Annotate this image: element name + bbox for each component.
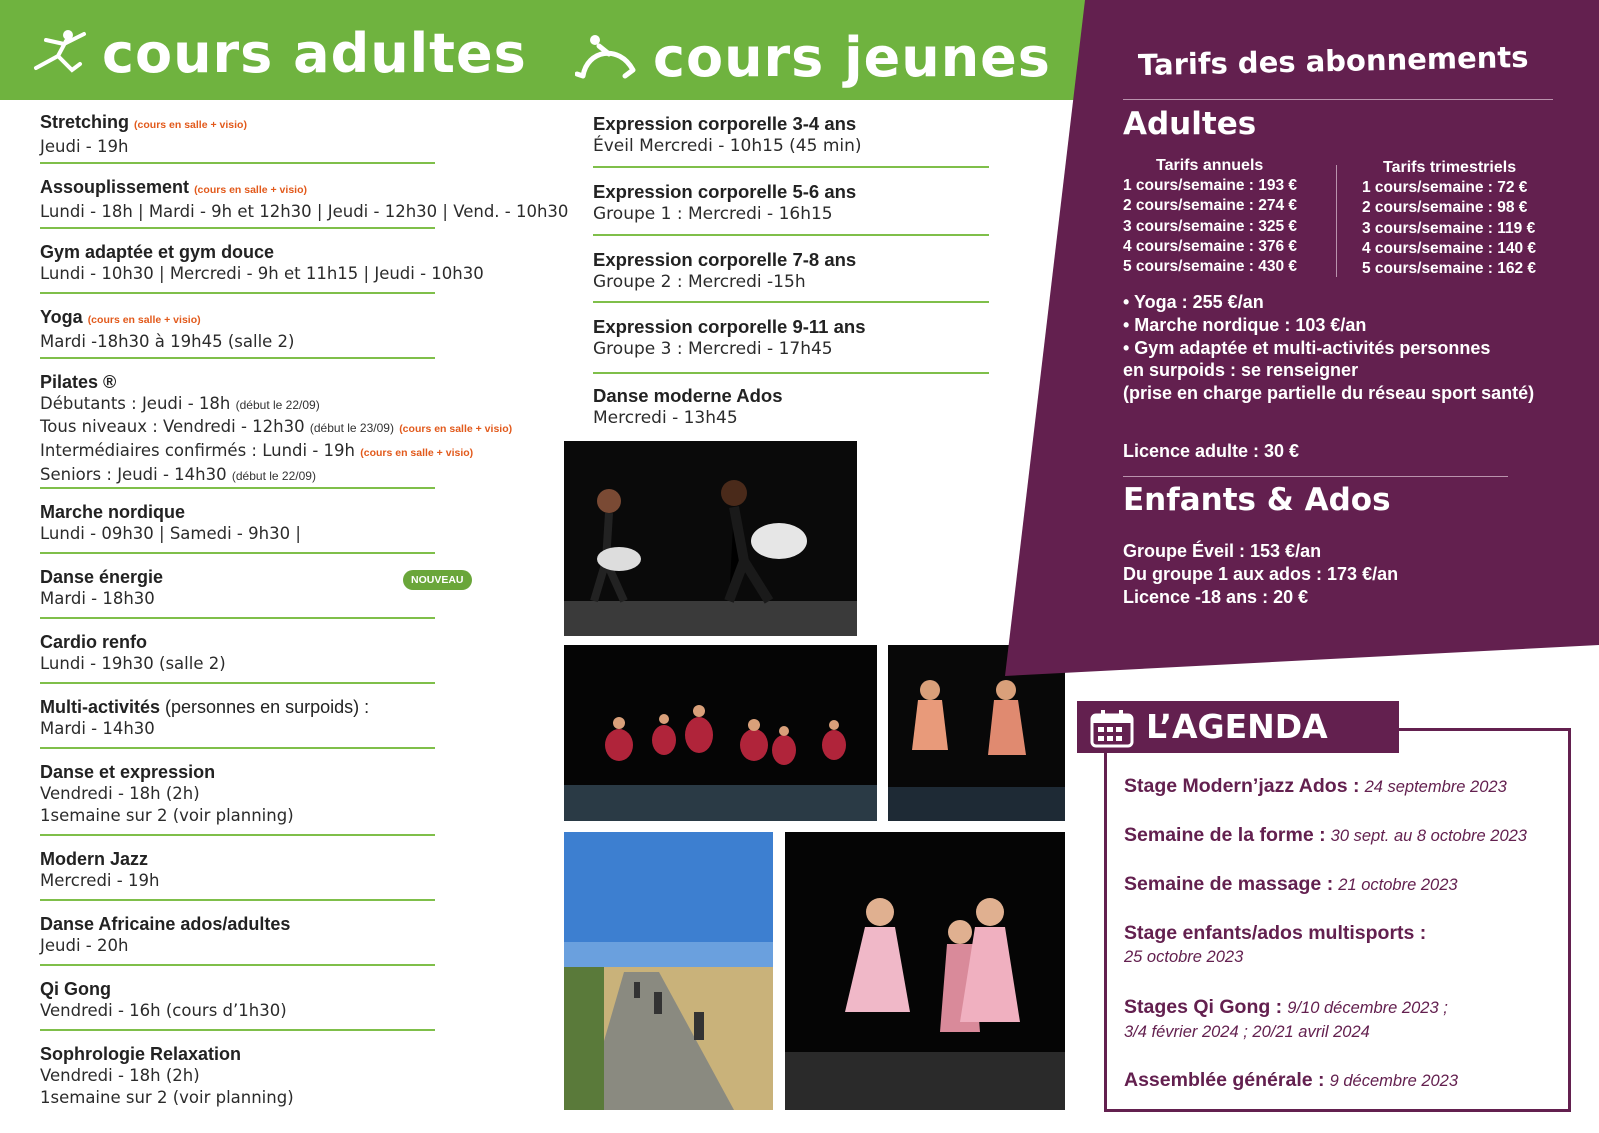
agenda-date: 25 octobre 2023 — [1124, 948, 1244, 966]
course-note: (cours en salle + visio) — [399, 423, 513, 435]
tarifs-trimestriels-label: Tarifs trimestriels — [1383, 159, 1517, 176]
divider — [40, 682, 435, 684]
agenda-date: 9/10 décembre 2023 ; — [1287, 999, 1448, 1017]
course-schedule: Lundi - 10h30 | Mercredi - 9h et 11h15 | Jeudi - 10h30 — [40, 264, 484, 283]
course-schedule: 1semaine sur 2 (voir planning) — [40, 1088, 294, 1107]
agenda-label: Semaine de la forme : — [1124, 824, 1326, 846]
course-title: Cardio renfo — [40, 632, 148, 652]
agenda-label: Stage Modern’jazz Ados : — [1124, 775, 1360, 797]
divider — [40, 227, 435, 229]
enfant-row: Du groupe 1 aux ados : 173 €/an — [1123, 563, 1399, 584]
course-schedule — [40, 393, 520, 416]
tarif-row: 4 cours/semaine : 376 € — [1123, 237, 1298, 255]
course-marche-nordique — [40, 501, 520, 545]
extra-row: • Gym adaptée et multi-activités personnes — [1123, 337, 1491, 358]
course-pilates — [40, 371, 520, 487]
youth-course — [593, 112, 993, 158]
course-title: Sophrologie Relaxation — [40, 1044, 242, 1064]
tarifs-annuels-label: Tarifs annuels — [1156, 157, 1264, 174]
course-title: Yoga — [40, 307, 83, 327]
course-title: Expression corporelle 5-6 ans — [593, 181, 857, 202]
agenda-date: 21 octobre 2023 — [1338, 876, 1458, 894]
divider — [40, 834, 435, 836]
tarifs-extras — [1123, 291, 1534, 405]
course-schedule: Mardi - 18h30 — [40, 589, 155, 608]
course-schedule: Vendredi - 18h (2h) — [40, 1066, 200, 1085]
course-note: (cours en salle + visio) — [194, 184, 307, 196]
divider — [40, 357, 435, 359]
header-cours-jeunes — [575, 26, 1051, 89]
divider — [593, 301, 989, 303]
divider — [593, 166, 989, 168]
divider — [40, 552, 435, 554]
schedule-text: Seniors : Jeudi - 14h30 — [40, 465, 227, 484]
divider — [40, 747, 435, 749]
tarif-row: 2 cours/semaine : 98 € — [1362, 199, 1528, 217]
youth-course — [593, 180, 993, 226]
course-schedule: Jeudi - 20h — [40, 936, 129, 955]
agenda-item — [1124, 1068, 1564, 1093]
course-title: Expression corporelle 7-8 ans — [593, 249, 857, 270]
extra-row: (prise en charge partielle du réseau sport santé) — [1123, 383, 1535, 404]
course-schedule: Mercredi - 13h45 — [593, 408, 738, 428]
extra-row: en surpoids : se renseigner — [1123, 360, 1359, 381]
course-schedule: Mardi -18h30 à 19h45 (salle 2) — [40, 332, 295, 351]
tarif-row: 1 cours/semaine : 72 € — [1362, 179, 1528, 196]
agenda-item — [1124, 995, 1564, 1044]
course-title: Expression corporelle 9-11 ans — [593, 316, 866, 337]
photo-petites-danseuses — [785, 832, 1065, 1110]
course-title: Danse moderne Ados — [593, 385, 783, 406]
tarifs-title: Tarifs des abonnements — [1137, 39, 1529, 83]
divider — [40, 617, 435, 619]
course-schedule: Groupe 1 : Mercredi - 16h15 — [593, 204, 833, 224]
header-cours-adultes — [28, 22, 527, 85]
course-schedule — [40, 440, 520, 464]
divider — [1123, 99, 1553, 100]
course-title: Pilates ® — [40, 372, 117, 392]
course-modern-jazz — [40, 848, 520, 892]
header-jeunes-text: cours jeunes — [653, 26, 1051, 89]
tarifs-adultes-heading: Adultes — [1123, 106, 1257, 142]
tarif-row: 5 cours/semaine : 162 € — [1362, 260, 1537, 278]
divider — [593, 234, 989, 236]
course-danse-africaine — [40, 913, 520, 957]
extra-row: • Yoga : 255 €/an — [1123, 292, 1264, 312]
course-cardio-renfo — [40, 631, 520, 675]
course-title: Danse Africaine ados/adultes — [40, 914, 291, 934]
course-schedule: Lundi - 09h30 | Samedi - 9h30 | — [40, 524, 301, 543]
divider — [593, 372, 989, 374]
course-assouplissement — [40, 176, 569, 223]
tarifs-trimestriels-list — [1362, 178, 1536, 279]
photo-marche-nordique — [564, 832, 773, 1110]
enfant-row: Groupe Éveil : 153 €/an — [1123, 541, 1322, 561]
tarif-row: 3 cours/semaine : 325 € — [1123, 217, 1298, 235]
schedule-text: Tous niveaux : Vendredi - 12h30 — [40, 417, 305, 436]
header-adultes-text: cours adultes — [102, 22, 527, 85]
course-multi-activites — [40, 696, 520, 740]
tarifs-enfants-heading: Enfants & Ados — [1123, 482, 1391, 518]
youth-course — [593, 384, 993, 430]
course-schedule: 1semaine sur 2 (voir planning) — [40, 806, 294, 825]
course-note: (cours en salle + visio) — [134, 119, 247, 131]
tarif-row: 3 cours/semaine : 119 € — [1362, 219, 1536, 237]
divider — [1123, 476, 1508, 477]
agenda-item — [1124, 823, 1564, 848]
divider — [40, 487, 435, 489]
divider — [40, 899, 435, 901]
course-note: (début le 22/09) — [235, 398, 320, 412]
photo-danse-pois — [564, 645, 877, 821]
dancer-leap-icon — [28, 26, 90, 78]
course-title: Qi Gong — [40, 979, 111, 999]
course-schedule: Lundi - 19h30 (salle 2) — [40, 654, 226, 673]
course-gym-adaptee — [40, 241, 520, 285]
divider — [40, 1029, 435, 1031]
agenda-item — [1124, 872, 1564, 897]
dancer-bridge-icon — [575, 30, 641, 82]
course-schedule — [40, 416, 520, 440]
course-title: Assouplissement — [40, 177, 190, 197]
badge-nouveau: NOUVEAU — [403, 570, 472, 590]
course-title: Multi-activités — [40, 697, 161, 717]
youth-course — [593, 315, 993, 361]
agenda-label: Semaine de massage : — [1124, 873, 1334, 895]
course-schedule: Lundi - 18h | Mardi - 9h et 12h30 | Jeudi - 12h30 | Vend. - 10h30 — [40, 202, 569, 221]
course-title: Modern Jazz — [40, 849, 149, 869]
agenda-label: Stages Qi Gong : — [1124, 996, 1283, 1018]
youth-course — [593, 248, 993, 294]
tarifs-annuels-list — [1123, 176, 1297, 277]
course-title: Stretching — [40, 112, 130, 132]
agenda-item — [1124, 921, 1564, 969]
course-schedule: Groupe 2 : Mercredi -15h — [593, 272, 806, 292]
course-schedule: Mardi - 14h30 — [40, 719, 155, 738]
tarifs-enfants-list — [1123, 540, 1398, 608]
agenda-date: 30 sept. au 8 octobre 2023 — [1330, 827, 1527, 845]
tarif-row: 2 cours/semaine : 274 € — [1123, 197, 1298, 215]
course-schedule: Groupe 3 : Mercredi - 17h45 — [593, 339, 833, 359]
course-title: Gym adaptée et gym douce — [40, 242, 275, 262]
course-schedule — [40, 464, 520, 487]
course-yoga — [40, 306, 520, 353]
agenda-date: 24 septembre 2023 — [1364, 778, 1507, 796]
tarif-row: 5 cours/semaine : 430 € — [1123, 258, 1298, 276]
agenda-date: 9 décembre 2023 — [1329, 1072, 1459, 1090]
enfant-row: Licence -18 ans : 20 € — [1123, 586, 1309, 607]
course-sophrologie — [40, 1043, 520, 1109]
course-note: (début le 23/09) — [309, 421, 394, 435]
course-title-suffix: (personnes en surpoids) : — [160, 697, 370, 717]
course-danse-expression — [40, 761, 520, 827]
tarif-row: 1 cours/semaine : 193 € — [1123, 177, 1298, 194]
course-title: Danse et expression — [40, 762, 216, 782]
agenda-label: Assemblée générale : — [1124, 1069, 1325, 1091]
course-note: (cours en salle + visio) — [360, 447, 474, 459]
agenda-label: Stage enfants/ados multisports : — [1124, 922, 1427, 944]
divider — [40, 162, 435, 164]
course-note: (cours en salle + visio) — [87, 314, 201, 326]
extra-row: • Marche nordique : 103 €/an — [1123, 314, 1367, 335]
calendar-icon — [1089, 709, 1135, 749]
course-schedule: Mercredi - 19h — [40, 871, 160, 890]
divider — [40, 964, 435, 966]
course-title: Expression corporelle 3-4 ans — [593, 113, 857, 134]
course-title: Marche nordique — [40, 502, 186, 522]
agenda-title: L’AGENDA — [1146, 707, 1328, 746]
course-schedule: Vendredi - 16h (cours d’1h30) — [40, 1001, 287, 1020]
course-title: Danse énergie — [40, 567, 164, 587]
course-schedule: Vendredi - 18h (2h) — [40, 784, 200, 803]
course-note: (début le 22/09) — [231, 469, 316, 483]
agenda-item — [1124, 774, 1564, 799]
tarif-row: 4 cours/semaine : 140 € — [1362, 239, 1537, 257]
course-schedule: Jeudi - 19h — [40, 137, 129, 156]
course-schedule: Éveil Mercredi - 10h15 (45 min) — [593, 136, 862, 156]
schedule-text: Intermédiaires confirmés : Lundi - 19h — [40, 441, 355, 460]
course-stretching — [40, 111, 520, 158]
licence-adulte: Licence adulte : 30 € — [1123, 441, 1300, 461]
agenda-date: 3/4 février 2024 ; 20/21 avril 2024 — [1124, 1023, 1370, 1041]
course-qi-gong — [40, 978, 520, 1022]
divider — [40, 292, 435, 294]
photo-danse-duo — [564, 441, 857, 636]
column-separator — [1336, 165, 1337, 277]
schedule-text: Débutants : Jeudi - 18h — [40, 394, 231, 413]
